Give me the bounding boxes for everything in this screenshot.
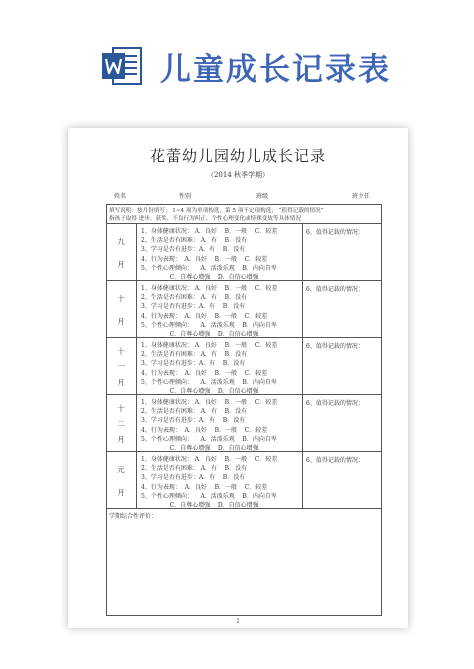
checklist-items: 1、身体健康状况： A．良好 B．一般 C．较差 2、生活是否有困难： A．有 B．没有 3、学习是否有进步：A．有 B．没有 4、行为表现： A．良好 B．一般 C．较差 5、个性心理倾向： A．活泼乐观 B．内向自卑 C．自尊心增强 D．自信心增强 xyxy=(141,399,278,453)
checklist-items: 1、身体健康状况： A．良好 B．一般 C．较差 2、生活是否有困难： A．有 B．没有 3、学习是否有进步：A．有 B．没有 4、行为表现： A．良好 B．一般 C．较差 5、个性心理倾向： A．活泼乐观 B．内向自卑 C．自尊心增强 D．自信心增强 xyxy=(141,456,278,510)
instructions-line: 填写说明：按月份填写； 1~4 项为单项构选，第 5 项不定项构选； “值得记载的情况” xyxy=(109,208,324,214)
checklist-items: 1、身体健康状况： A．良好 B．一般 C．较差 2、生活是否有困难： A．有 B．没有 3、学习是否有进步：A．有 B．没有 4、行为表现： A．良好 B．一般 C．较差 5、个性心理倾向： A．活泼乐观 B．内向自卑 C．自尊心增强 D．自信心增强 xyxy=(141,285,278,339)
checklist-items: 1、身体健康状况： A．良好 B．一般 C．较差 2、生活是否有困难： A．有 B．没有 3、学习是否有进步：A．有 B．没有 4、行为表现： A．良好 B．一般 C．较差 5、个性心理倾向： A．活泼乐观 B．内向自卑 C．自尊心增强 D．自信心增强 xyxy=(141,342,278,396)
month-block-december xyxy=(106,394,382,451)
month-block-october xyxy=(106,280,382,337)
month-block-november xyxy=(106,337,382,394)
month-label: 元 月 xyxy=(117,465,125,497)
month-label: 九 月 xyxy=(117,237,125,269)
instructions xyxy=(109,207,381,223)
page-number: 1 xyxy=(236,618,240,625)
info-row xyxy=(114,191,384,201)
notable-events-label: 6、值得记载的情况： xyxy=(306,457,364,464)
month-label: 十 月 xyxy=(117,294,125,326)
summary-label: 学期综合性评价： xyxy=(109,513,158,520)
notable-events-label: 6、值得记载的情况： xyxy=(306,229,364,236)
semester-summary xyxy=(106,508,382,616)
class-label: 班级 xyxy=(256,193,269,200)
notable-events-label: 6、值得记载的情况： xyxy=(306,400,364,407)
notable-events-label: 6、值得记载的情况： xyxy=(306,286,364,293)
document-subtitle: （2014 秋季学期） xyxy=(206,171,270,179)
month-label: 十 一 月 xyxy=(117,347,125,387)
page-heading: 儿童成长记录表 xyxy=(160,52,391,88)
teacher-label: 班主任 xyxy=(352,193,371,200)
checklist-items: 1、身体健康状况： A．良好 B．一般 C．较差 2、生活是否有困难： A．有 B．没有 3、学习是否有进步：A．有 B．没有 4、行为表现： A．良好 B．一般 C．较差 5、个性心理倾向： A．活泼乐观 B．内向自卑 C．自尊心增强 D．自信心增强 xyxy=(141,228,278,282)
month-block-january xyxy=(106,451,382,508)
instructions-line: 指孩子取得 进步、获奖、不良行为纠正、个性心理变化或特殊变故等具体情况 xyxy=(109,216,301,222)
name-label: 姓名 xyxy=(114,193,127,200)
gender-label: 性别 xyxy=(179,193,192,200)
header xyxy=(0,0,474,120)
month-label: 十 二 月 xyxy=(117,404,125,444)
notable-events-label: 6、值得记载的情况： xyxy=(306,343,364,350)
month-block-september xyxy=(106,223,382,280)
document-title: 花蕾幼儿园幼儿成长记录 xyxy=(149,147,326,165)
word-icon xyxy=(100,44,144,88)
document-page xyxy=(68,128,408,628)
